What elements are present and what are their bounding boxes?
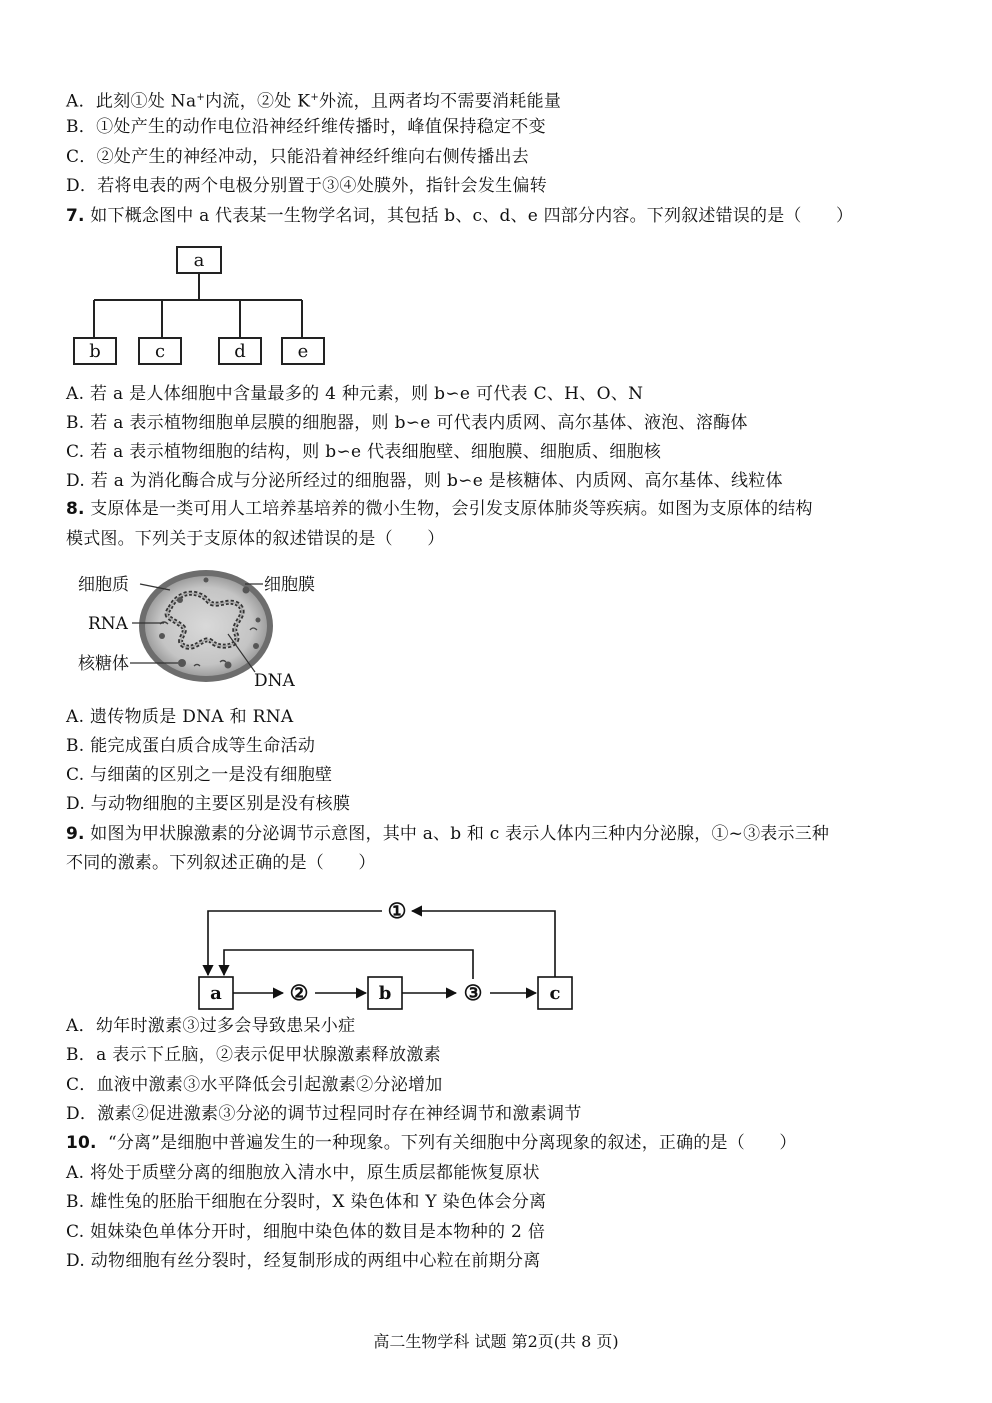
option-label: A． [66, 91, 96, 112]
ribosome-dot [159, 633, 165, 639]
option-label: D. [66, 471, 86, 491]
q6-option-c [66, 145, 529, 169]
option-text: 能完成蛋白质合成等生命活动 [90, 736, 316, 756]
node-b-label: b [89, 341, 101, 362]
q7-option-b [66, 411, 748, 435]
option-label: D． [66, 1104, 98, 1124]
option-label: C． [66, 147, 97, 167]
q10-stem [66, 1131, 797, 1155]
option-text: 雄性兔的胚胎干细胞在分裂时，X 染色体和 Y 染色体会分离 [90, 1192, 547, 1212]
q7-option-d [66, 469, 783, 493]
page-footer: 高二生物学科 试题 第2页(共 8 页) [373, 1332, 619, 1351]
box-b-label: b [378, 983, 392, 1004]
ribosome-dot [204, 578, 209, 583]
q6-option-a [66, 86, 561, 114]
label-cytoplasm: 细胞质 [78, 575, 129, 595]
option-label: B. [66, 413, 85, 433]
question-text: 支原体是一类可用人工培养基培养的微小生物，会引发支原体肺炎等疾病。如图为支原体的结构 [90, 499, 813, 519]
option-text: 若 a 表示植物细胞单层膜的细胞器，则 b∽e 可代表内质网、高尔基体、液泡、溶酶体 [90, 413, 748, 433]
question-number: 9. [66, 824, 85, 844]
option-text: 激素②促进激素③分泌的调节过程同时存在神经调节和激素调节 [97, 1104, 582, 1124]
q9-stem-line1 [66, 822, 829, 846]
q8-option-b [66, 734, 315, 758]
q6-option-b [66, 115, 546, 139]
label-ribosome: 核糖体 [78, 654, 129, 674]
q10-option-b [66, 1190, 546, 1214]
concept-map-diagram [70, 244, 340, 368]
box-a-label: a [210, 983, 222, 1004]
option-text: 若将电表的两个电极分别置于③④处膜外，指针会发生偏转 [97, 176, 548, 196]
option-text: 内流，②处 K [205, 91, 311, 112]
label-rna: RNA [88, 614, 128, 634]
q6-option-d [66, 174, 547, 198]
ribosome-dot [177, 597, 183, 603]
option-text: 若 a 表示植物细胞的结构，则 b∽e 代表细胞壁、细胞膜、细胞质、细胞核 [90, 442, 662, 462]
option-label: C. [66, 1222, 85, 1242]
ribosome-dot [225, 662, 232, 669]
question-text: 如图为甲状腺激素的分泌调节示意图，其中 a、b 和 c 表示人体内三种内分泌腺，①~③表示三种 [90, 824, 830, 844]
option-label: B． [66, 1045, 97, 1065]
option-label: C. [66, 765, 85, 785]
option-label: A. [66, 384, 85, 404]
node-d-label: d [234, 341, 246, 362]
hormone-3-label: ③ [463, 980, 483, 1005]
q10-option-a [66, 1161, 540, 1185]
option-text: ①处产生的动作电位沿神经纤维传播时，峰值保持稳定不变 [96, 117, 546, 137]
option-label: C. [66, 442, 85, 462]
mycoplasma-structure-diagram [70, 566, 340, 694]
option-text: 血液中激素③水平降低会引起激素②分泌增加 [96, 1075, 443, 1095]
question-text: 不同的激素。下列叙述正确的是（ ） [66, 853, 376, 873]
question-text: 模式图。下列关于支原体的叙述错误的是（ ） [66, 529, 445, 549]
q9-option-b [66, 1043, 441, 1067]
option-text: 外流，且两者均不需要消耗能量 [319, 91, 562, 112]
superscript: + [196, 92, 206, 103]
q10-option-c [66, 1220, 545, 1244]
ribosome-dot [243, 587, 250, 594]
q9-option-d [66, 1102, 582, 1126]
hormone-2-label: ② [289, 980, 309, 1005]
option-label: A． [66, 1016, 96, 1036]
question-text: 如下概念图中 a 代表某一生物学名词，其包括 b、c、d、e 四部分内容。下列叙述错误的是（ ） [90, 206, 854, 226]
q7-option-c [66, 440, 661, 464]
option-text: 遗传物质是 DNA 和 RNA [90, 707, 294, 727]
label-cell-membrane: 细胞膜 [264, 575, 315, 595]
option-text: 将处于质壁分离的细胞放入清水中，原生质层都能恢复原状 [90, 1163, 540, 1183]
q7-option-a [66, 382, 643, 406]
option-text: a 表示下丘脑，②表示促甲状腺激素释放激素 [96, 1045, 441, 1065]
option-label: C． [66, 1075, 97, 1095]
superscript: + [310, 92, 319, 103]
option-label: D. [66, 1251, 86, 1271]
ribosome-dot [253, 643, 259, 649]
question-number: 8. [66, 499, 85, 519]
ribosome-dot [178, 659, 186, 667]
q8-stem-line2 [66, 527, 444, 551]
q8-option-c [66, 763, 332, 787]
option-label: A. [66, 707, 85, 727]
q7-stem [66, 204, 853, 228]
question-number: 7. [66, 206, 85, 226]
node-a-label: a [193, 250, 205, 271]
option-label: B. [66, 736, 85, 756]
option-label: B. [66, 1192, 85, 1212]
q8-option-a [66, 705, 293, 729]
node-e-label: e [297, 341, 309, 362]
question-number: 10. [66, 1133, 97, 1153]
q9-option-a [66, 1014, 355, 1038]
hormone-1-label: ① [387, 898, 407, 923]
option-label: D. [66, 794, 86, 814]
question-text: “分离”是细胞中普遍发生的一种现象。下列有关细胞中分离现象的叙述，正确的是（ ） [107, 1133, 797, 1153]
q8-option-d [66, 792, 350, 816]
box-c-label: c [549, 983, 561, 1004]
node-c-label: c [154, 341, 166, 362]
q10-option-d [66, 1249, 541, 1273]
option-label: B． [66, 117, 97, 137]
label-dna: DNA [254, 671, 295, 691]
option-text: 幼年时激素③过多会导致患呆小症 [95, 1016, 356, 1036]
option-text: 与细菌的区别之一是没有细胞壁 [90, 765, 333, 785]
option-text: 若 a 是人体细胞中含量最多的 4 种元素，则 b∽e 可代表 C、H、O、N [90, 384, 644, 404]
q9-option-c [66, 1073, 443, 1097]
option-text: 动物细胞有丝分裂时，经复制形成的两组中心粒在前期分离 [90, 1251, 541, 1271]
option-text: 此刻①处 Na [95, 91, 197, 112]
option-text: ②处产生的神经冲动，只能沿着神经纤维向右侧传播出去 [96, 147, 530, 167]
ribosome-dot [256, 618, 261, 623]
thyroid-regulation-diagram [190, 895, 590, 1015]
option-text: 姐妹染色单体分开时，细胞中染色体的数目是本物种的 2 倍 [90, 1222, 546, 1242]
q9-stem-line2 [66, 851, 376, 875]
option-text: 与动物细胞的主要区别是没有核膜 [90, 794, 351, 814]
option-text: 若 a 为消化酶合成与分泌所经过的细胞器，则 b∽e 是核糖体、内质网、高尔基体、线粒体 [90, 471, 783, 491]
option-label: D． [66, 176, 98, 196]
option-label: A. [66, 1163, 85, 1183]
q8-stem-line1 [66, 497, 813, 521]
